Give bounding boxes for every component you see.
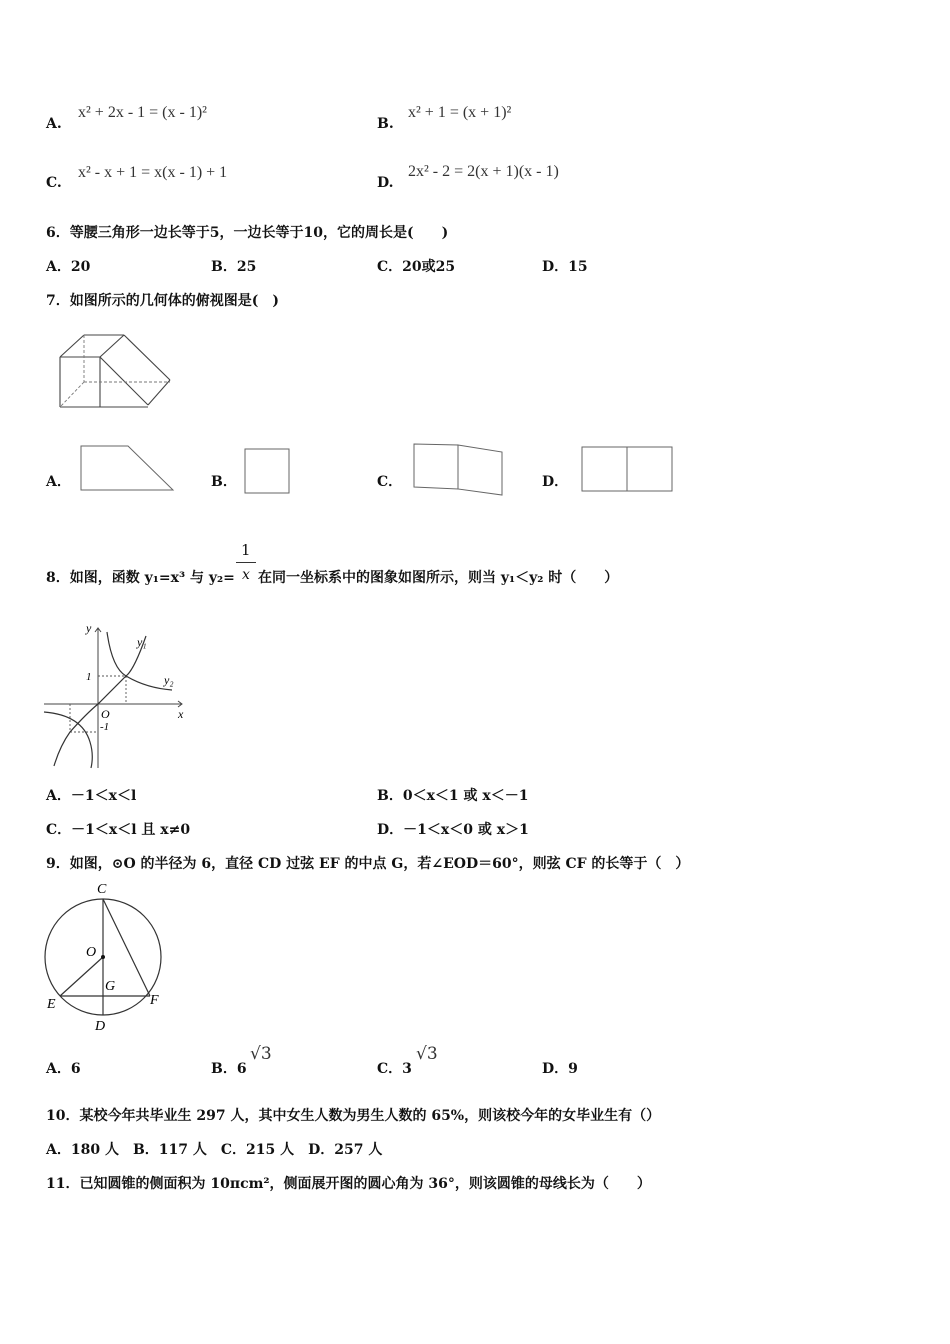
q6-option-c: C．20或25 [377, 259, 456, 275]
q7-option-c-label: C． [377, 474, 403, 490]
q7-option-c-bent-rectangles[interactable] [412, 442, 507, 500]
q8-origin-label: O [101, 707, 110, 721]
q7-option-a-label: A． [46, 474, 71, 490]
q9-option-b-radical: √3 [250, 1044, 272, 1064]
q7-option-b-label: B． [211, 474, 237, 490]
q9-option-c: C．3 [377, 1061, 412, 1077]
q11-stem: 11．已知圆锥的侧面积为 10πcm²，侧面展开图的圆心角为 36°，则该圆锥的母线长为（ ） [46, 1176, 651, 1192]
q8-fraction-bar [236, 562, 256, 563]
q8-curve-y1-label: y₁ [137, 635, 147, 649]
q5-option-c-label: C. [46, 175, 62, 191]
q8-fraction-denominator: x [242, 567, 250, 583]
q7-stem: 7．如图所示的几何体的俯视图是( ) [46, 293, 279, 309]
q9-option-a: A．6 [46, 1061, 81, 1077]
q9-label-e: E [47, 997, 56, 1012]
q9-circle-figure [40, 880, 168, 1034]
q8-option-a: A．－1＜x＜l [46, 788, 137, 804]
q6-option-d: D．15 [542, 259, 588, 275]
q6-option-b: B．25 [211, 259, 257, 275]
q5-option-b-expr: x² + 1 = (x + 1)² [408, 104, 512, 121]
q6-stem: 6．等腰三角形一边长等于5，一边长等于10，它的周长是( ) [46, 225, 449, 241]
q8-option-d: D．－1＜x＜0 或 x＞1 [377, 822, 529, 838]
q5-option-a-expr: x² + 2x - 1 = (x - 1)² [78, 104, 207, 121]
q9-option-d: D．9 [542, 1061, 578, 1077]
q7-solid-figure [52, 330, 172, 412]
q8-x-axis-label: x [178, 707, 184, 721]
q8-option-c: C．－1＜x＜l 且 x≠0 [46, 822, 191, 838]
q9-stem: 9．如图，⊙O 的半径为 6，直径 CD 过弦 EF 的中点 G，若∠EOD＝60°，则弦 CF 的长等于（ ） [46, 856, 690, 872]
q9-option-b: B．6 [211, 1061, 247, 1077]
q7-option-a-trapezoid[interactable] [80, 445, 180, 493]
q8-option-b: B．0＜x＜1 或 x＜－1 [377, 788, 529, 804]
q5-option-c-expr: x² - x + 1 = x(x - 1) + 1 [78, 164, 228, 181]
q5-option-d-label: D. [377, 175, 394, 191]
q10-options: A．180 人 B．117 人 C．215 人 D．257 人 [46, 1142, 383, 1158]
q7-option-d-two-squares[interactable] [581, 446, 676, 494]
q9-option-c-radical: √3 [416, 1044, 438, 1064]
q8-curve-y2-label: y₂ [164, 673, 174, 687]
q5-option-a-label: A. [46, 116, 62, 132]
q8-fraction-numerator: 1 [241, 541, 251, 559]
q6-option-a: A．20 [46, 259, 91, 275]
q9-label-c: C [97, 882, 107, 897]
q9-label-f: F [150, 993, 159, 1008]
q5-option-d-expr: 2x² - 2 = 2(x + 1)(x - 1) [408, 163, 559, 180]
q9-label-g: G [105, 979, 116, 994]
q10-stem: 10．某校今年共毕业生 297 人，其中女生人数为男生人数的 65%，则该校今年的女毕业生有（） [46, 1108, 661, 1124]
q8-y-axis-label: y [86, 621, 92, 635]
q9-label-o: O [86, 945, 97, 960]
q9-label-d: D [95, 1019, 106, 1034]
q8-function-graph [42, 622, 192, 770]
q8-tick-neg-one: -1 [100, 721, 110, 733]
q7-option-b-square[interactable] [244, 448, 292, 496]
q7-option-d-label: D． [542, 474, 569, 490]
q8-stem-part1: 8．如图，函数 y₁=x³ 与 y₂= [46, 570, 235, 586]
q8-tick-one: 1 [86, 671, 92, 683]
q5-option-b-label: B. [377, 116, 394, 132]
q8-stem-part2: 在同一坐标系中的图象如图所示，则当 y₁＜y₂ 时（ ） [258, 570, 619, 586]
